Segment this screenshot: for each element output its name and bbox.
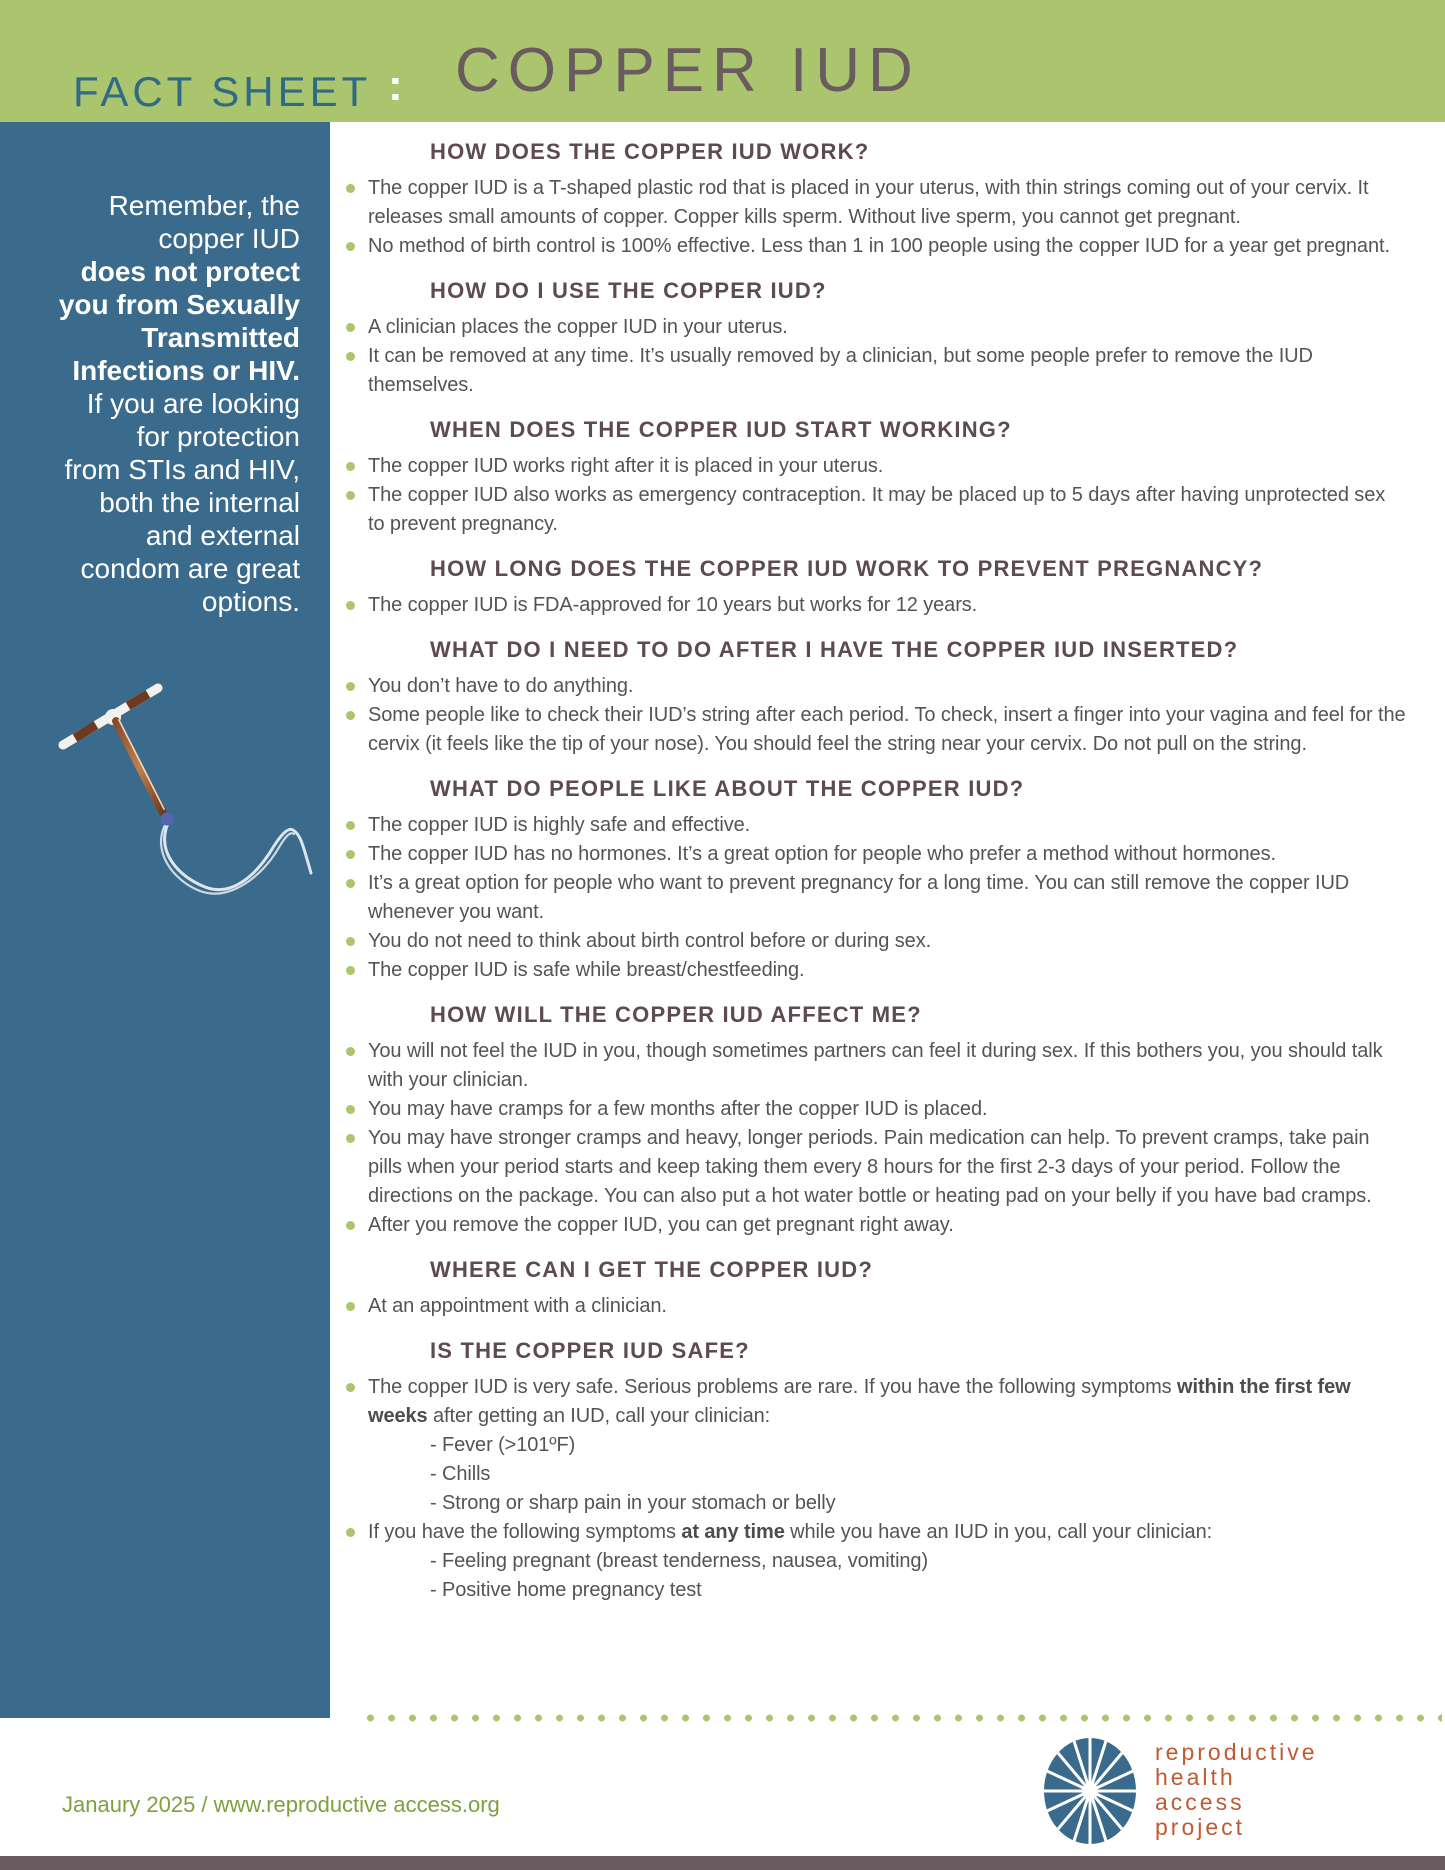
sidebar-note-line: both the internal: [99, 487, 300, 518]
sidebar-note-line: you from Sexually: [58, 289, 300, 320]
sidebar-note-line: copper IUD: [158, 223, 300, 254]
section-bullet-list: [330, 1037, 1445, 1240]
section-title: IS THE COPPER IUD SAFE?: [430, 1338, 750, 1363]
sidebar: [0, 122, 330, 1718]
bullet-item: You do not need to think about birth control before or during sex.: [330, 927, 1445, 956]
logo-word: access: [1155, 1789, 1245, 1815]
section-title: HOW WILL THE COPPER IUD AFFECT ME?: [430, 1002, 922, 1027]
bullet-item: If you have the following symptoms at any time while you have an IUD in you, call your clinician:: [330, 1518, 1445, 1547]
bullet-item: You may have stronger cramps and heavy, longer periods. Pain medication can help. To prevent cramps, take pain pills when your period starts and keep taking them every 8 hours for the first 2-3 days of your period. Follow the directions on the package. You can also put a hot water bottle or heating pad on your belly if you have bad cramps.: [330, 1124, 1445, 1211]
sidebar-note-line: Transmitted: [141, 322, 300, 353]
section-title: WHERE CAN I GET THE COPPER IUD?: [430, 1257, 873, 1282]
section-title: HOW DOES THE COPPER IUD WORK?: [430, 139, 870, 164]
section-title: WHAT DO I NEED TO DO AFTER I HAVE THE COPPER IUD INSERTED?: [430, 637, 1239, 662]
content-area: [330, 122, 1445, 1605]
bullet-item: No method of birth control is 100% effective. Less than 1 in 100 people using the copper IUD for a year get pregnant.: [330, 232, 1445, 261]
bullet-item: You may have cramps for a few months after the copper IUD is placed.: [330, 1095, 1445, 1124]
section-bullet-list: [330, 452, 1445, 539]
bullet-item: The copper IUD has no hormones. It’s a great option for people who prefer a method without hormones.: [330, 840, 1445, 869]
sidebar-note-line: options.: [201, 586, 300, 617]
bullet-item: The copper IUD works right after it is placed in your uterus.: [330, 452, 1445, 481]
bullet-item: The copper IUD is very safe. Serious problems are rare. If you have the following symptoms within the first few weeks after getting an IUD, call your clinician:: [330, 1373, 1445, 1431]
iud-stem: [116, 721, 163, 813]
rhap-logo: [1043, 1736, 1318, 1846]
sidebar-note-line: from STIs and HIV,: [64, 454, 300, 485]
iud-blue-tip: [161, 813, 174, 826]
section-bullet-list: [330, 1292, 1445, 1321]
dotted-divider: [360, 1713, 1442, 1723]
bullet-item: The copper IUD also works as emergency contraception. It may be placed up to 5 days after having unprotected sex to prevent pregnancy.: [330, 481, 1445, 539]
section-bullet-list: [330, 1373, 1445, 1605]
sub-item: - Chills: [430, 1463, 491, 1485]
sidebar-note-line: condom are great: [80, 553, 300, 584]
bullet-item: You don’t have to do anything.: [330, 672, 1445, 701]
bullet-item: At an appointment with a clinician.: [330, 1292, 1445, 1321]
bullet-item: After you remove the copper IUD, you can get pregnant right away.: [330, 1211, 1445, 1240]
bullet-item: You will not feel the IUD in you, though sometimes partners can feel it during sex. If this bothers you, you should talk with your clinician.: [330, 1037, 1445, 1095]
sidebar-note-line: does not protect: [80, 256, 300, 287]
section-title: WHEN DOES THE COPPER IUD START WORKING?: [430, 417, 1012, 442]
section-title: HOW DO I USE THE COPPER IUD?: [430, 278, 827, 303]
section-title: WHAT DO PEOPLE LIKE ABOUT THE COPPER IUD?: [430, 776, 1025, 801]
bullet-item: The copper IUD is safe while breast/chestfeeding.: [330, 956, 1445, 985]
iud-arm-copper-band-right: [128, 694, 148, 706]
bullet-item: The copper IUD is a T-shaped plastic rod that is placed in your uterus, with thin strings coming out of your cervix. It releases small amounts of copper. Copper kills sperm. Without live sperm, you cannot get pregnant.: [330, 174, 1445, 232]
iud-strings-2: [161, 823, 294, 894]
sub-item: - Feeling pregnant (breast tenderness, nausea, vomiting): [430, 1550, 929, 1572]
header-colon: :: [388, 61, 403, 110]
bullet-item: The copper IUD is FDA-approved for 10 years but works for 12 years.: [330, 591, 1445, 620]
logo-word: project: [1155, 1814, 1246, 1840]
footer-date: Janaury 2025 / www.reproductive access.org: [62, 1792, 500, 1817]
bottom-bar: [0, 1856, 1445, 1870]
bullet-item: Some people like to check their IUD’s string after each period. To check, insert a finger into your vagina and feel for the cervix (it feels like the tip of your nose). You should feel the string near your cervix. Do not pull on the string.: [330, 701, 1445, 759]
section-bullet-list: [330, 672, 1445, 759]
rhap-sunburst-icon: [1043, 1736, 1137, 1846]
sidebar-note-line: Infections or HIV.: [72, 355, 300, 386]
sidebar-note-line: If you are looking: [86, 388, 300, 419]
iud-arm-copper-band-left: [75, 725, 96, 738]
rhap-logo-wordmark: [1155, 1740, 1318, 1840]
logo-word: health: [1155, 1764, 1236, 1790]
bullet-item: It’s a great option for people who want to prevent pregnancy for a long time. You can still remove the copper IUD whenever you want.: [330, 869, 1445, 927]
sidebar-note-line: Remember, the: [108, 190, 300, 221]
sidebar-note: [0, 189, 330, 618]
copper-iud-photo: [40, 660, 330, 910]
sidebar-note-line: for protection: [136, 421, 300, 452]
section-bullet-list: [330, 174, 1445, 261]
iud-stem-highlight: [119, 720, 164, 809]
bullet-item: The copper IUD is highly safe and effective.: [330, 811, 1445, 840]
sub-item: - Fever (>101ºF): [430, 1434, 576, 1456]
section-bullet-list: [330, 811, 1445, 985]
logo-word: reproductive: [1155, 1739, 1318, 1765]
sidebar-note-line: and external: [145, 520, 300, 551]
sub-item: - Strong or sharp pain in your stomach or belly: [430, 1492, 836, 1514]
bullet-item: A clinician places the copper IUD in your uterus.: [330, 313, 1445, 342]
section-bullet-list: [330, 591, 1445, 620]
page-title: COPPER IUD: [455, 36, 921, 105]
sub-item: - Positive home pregnancy test: [430, 1579, 702, 1601]
header-band: [0, 0, 1445, 122]
section-bullet-list: [330, 313, 1445, 400]
fact-sheet-kicker: FACT SHEET: [73, 68, 372, 115]
section-title: HOW LONG DOES THE COPPER IUD WORK TO PREVENT PREGNANCY?: [430, 556, 1264, 581]
bullet-item: It can be removed at any time. It’s usually removed by a clinician, but some people prefer to remove the IUD themselves.: [330, 342, 1445, 400]
